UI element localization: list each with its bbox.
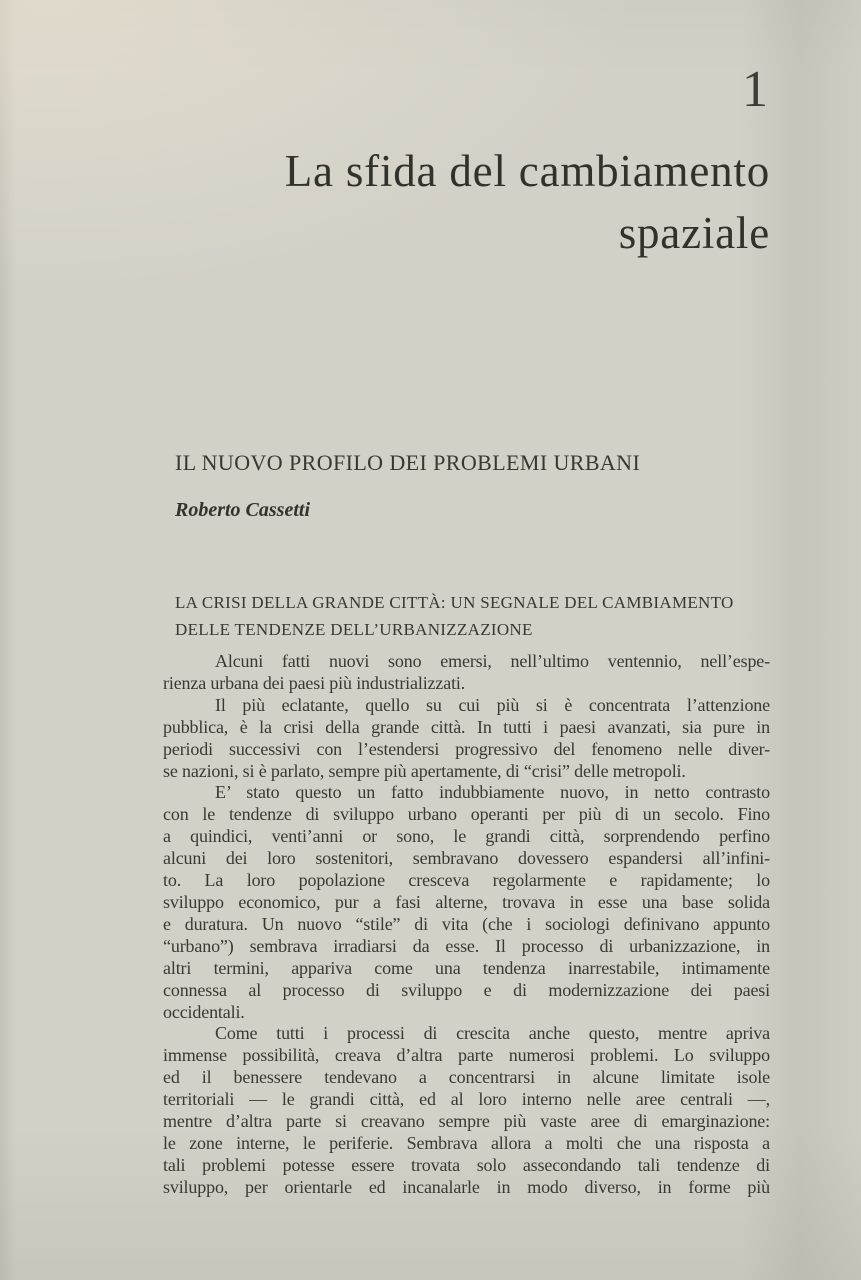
body-line: alcuni dei loro sostenitori, sembravano dovessero espandersi all’infini- <box>163 848 770 869</box>
chapter-title <box>163 140 770 264</box>
subsection-heading-line-2: DELLE TENDENZE DELL’URBANIZZAZIONE <box>175 620 533 639</box>
body-line: connessa al processo di sviluppo e di modernizzazione dei paesi <box>163 979 770 1000</box>
body-line: e duratura. Un nuovo “stile” di vita (che i sociologi definivano appunto <box>163 913 770 934</box>
body-paragraph <box>163 1023 770 1198</box>
subsection-heading-line-1: LA CRISI DELLA GRANDE CITTÀ: UN SEGNALE DEL CAMBIAMENTO <box>175 593 734 612</box>
body-line: E’ stato questo un fatto indubbiamente nuovo, in netto contrasto <box>215 782 770 803</box>
body-line: immense possibilità, creava d’altra parte numerosi problemi. Lo sviluppo <box>163 1045 770 1066</box>
chapter-title-line-1: La sfida del cambiamento <box>284 146 770 196</box>
chapter-title-line-2: spaziale <box>618 208 770 258</box>
body-text <box>163 651 770 1199</box>
body-line: Alcuni fatti nuovi sono emersi, nell’ultimo ventennio, nell’espe- <box>215 651 770 671</box>
body-line: “urbano”) sembrava irradiarsi da esse. Il processo di urbanizzazione, in <box>163 935 770 956</box>
body-line: pubblica, è la crisi della grande città. In tutti i paesi avanzati, sia pure in <box>163 716 770 737</box>
body-line: altri termini, appariva come una tendenza inarrestabile, intimamente <box>163 957 770 978</box>
body-paragraph <box>163 695 770 783</box>
body-line: territoriali — le grandi città, ed al loro interno nelle aree centrali —, <box>163 1089 770 1110</box>
body-line: con le tendenze di sviluppo urbano operanti per più di un secolo. Fino <box>163 804 770 825</box>
body-line: Come tutti i processi di crescita anche questo, mentre apriva <box>215 1023 770 1044</box>
body-line: Il più eclatante, quello su cui più si è concentrata l’attenzione <box>215 694 770 715</box>
body-line: to. La loro popolazione cresceva regolarmente e rapidamente; lo <box>163 870 770 891</box>
body-line: tali problemi potesse essere trovata solo assecondando tali tendenze di <box>163 1154 770 1175</box>
body-paragraph <box>163 782 770 1023</box>
subsection-heading <box>175 589 775 643</box>
body-line: le zone interne, le periferie. Sembrava allora a molti che una risposta a <box>163 1132 770 1153</box>
body-line: a quindici, venti’anni or sono, le grandi città, sorprendendo perfino <box>163 826 770 847</box>
body-line: sviluppo economico, pur a fasi alterne, trovava in esse una base solida <box>163 891 770 912</box>
body-line: ed il benessere tendevano a concentrarsi in alcune limitate isole <box>163 1067 770 1088</box>
section-heading: IL NUOVO PROFILO DEI PROBLEMI URBANI <box>175 450 641 475</box>
body-line: rienza urbana dei paesi più industrializzati. <box>163 672 466 693</box>
body-line: sviluppo, per orientarle ed incanalarle in modo diverso, in forme più <box>163 1176 770 1197</box>
body-line: se nazioni, si è parlato, sempre più apertamente, di “crisi” delle metropoli. <box>163 760 686 781</box>
body-line: occidentali. <box>163 1001 245 1022</box>
body-line: mentre d’altra parte si creavano sempre più vaste aree di emarginazione: <box>163 1111 770 1132</box>
author-name: Roberto Cassetti <box>175 499 311 521</box>
body-paragraph <box>163 651 770 695</box>
body-line: periodi successivi con l’estendersi progressivo del fenomeno nelle diver- <box>163 738 770 759</box>
chapter-number: 1 <box>742 61 768 118</box>
